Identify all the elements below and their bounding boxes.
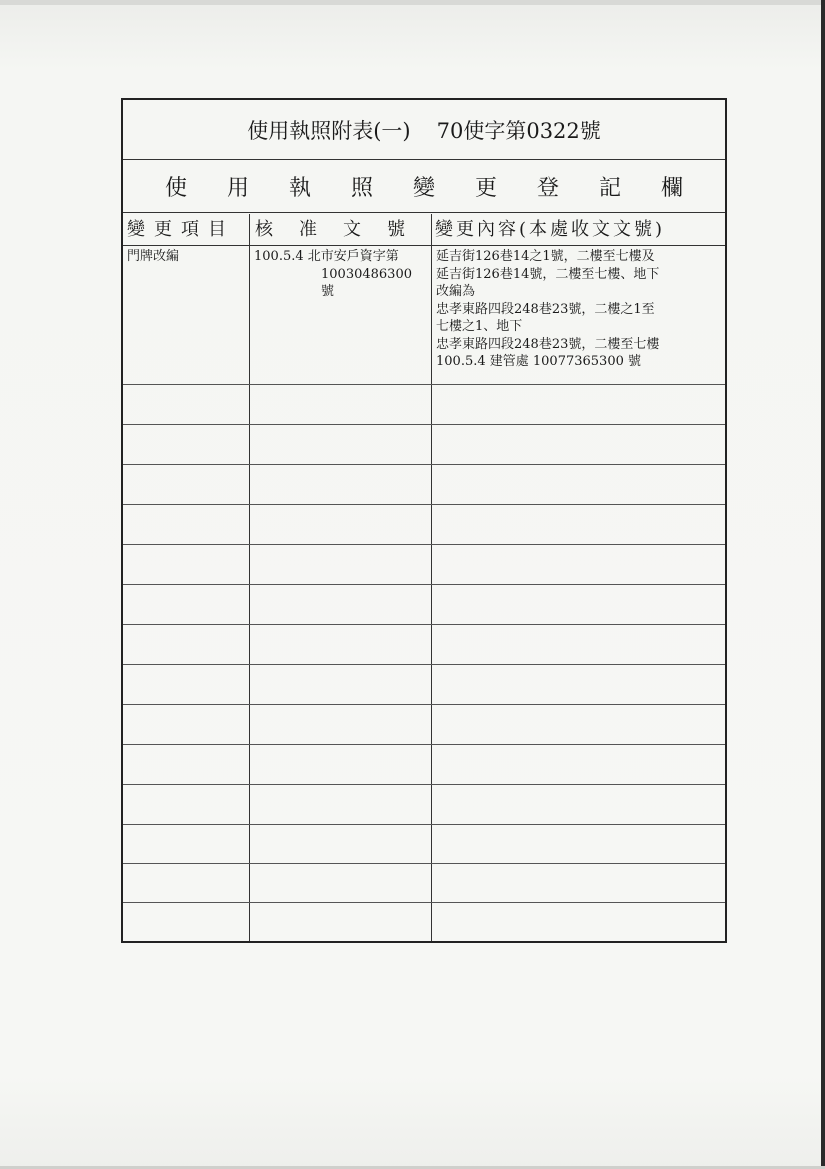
row-divider bbox=[123, 664, 725, 665]
row-divider bbox=[123, 584, 725, 585]
row-divider bbox=[123, 902, 725, 903]
change-content-cell bbox=[436, 248, 728, 371]
content-line: 延吉街126巷14之1號，二樓至七樓及 bbox=[436, 249, 655, 264]
usage-license-annex-form bbox=[121, 98, 727, 943]
scan-edge-right bbox=[821, 0, 825, 1169]
row-divider bbox=[123, 784, 725, 785]
scan-edge-top bbox=[0, 0, 825, 5]
change-item-cell: 門牌改編 bbox=[127, 249, 180, 264]
section-title: 使用執照變更登記欄 bbox=[123, 160, 725, 213]
approval-line: 100.5.4 北市安戶資字第 bbox=[254, 249, 399, 264]
row-divider bbox=[123, 424, 725, 425]
row-divider bbox=[123, 624, 725, 625]
header-change-content: 變更內容(本處收文文號) bbox=[435, 219, 666, 240]
row-divider bbox=[123, 544, 725, 545]
license-number: 70使字第0322號 bbox=[436, 118, 601, 143]
approval-line: 10030486300 bbox=[321, 266, 412, 282]
form-title-name: 使用執照附表(一) bbox=[247, 118, 411, 143]
row-divider bbox=[123, 863, 725, 864]
content-line: 忠孝東路四段248巷23號，二樓至七樓 bbox=[436, 336, 660, 352]
content-line: 改編為 bbox=[436, 284, 476, 299]
content-line: 延吉街126巷14號，二樓至七樓、地下 bbox=[436, 266, 660, 282]
row-divider bbox=[123, 744, 725, 745]
header-approval-doc-no: 核准文號 bbox=[255, 219, 431, 240]
content-line: 七樓之1、地下 bbox=[436, 319, 523, 334]
table-header bbox=[123, 214, 725, 246]
content-line: 忠孝東路四段248巷23號，二樓之1至 bbox=[436, 301, 655, 317]
header-change-item: 變更項目 bbox=[127, 219, 235, 240]
row-divider bbox=[123, 384, 725, 385]
row-divider bbox=[123, 464, 725, 465]
approval-doc-no-cell bbox=[254, 248, 430, 301]
form-title bbox=[123, 100, 725, 160]
row-divider bbox=[123, 824, 725, 825]
row-divider bbox=[123, 504, 725, 505]
approval-line: 號 bbox=[321, 284, 335, 299]
table-row bbox=[123, 246, 725, 384]
row-divider bbox=[123, 704, 725, 705]
content-line: 100.5.4 建管處 10077365300 號 bbox=[436, 354, 641, 369]
